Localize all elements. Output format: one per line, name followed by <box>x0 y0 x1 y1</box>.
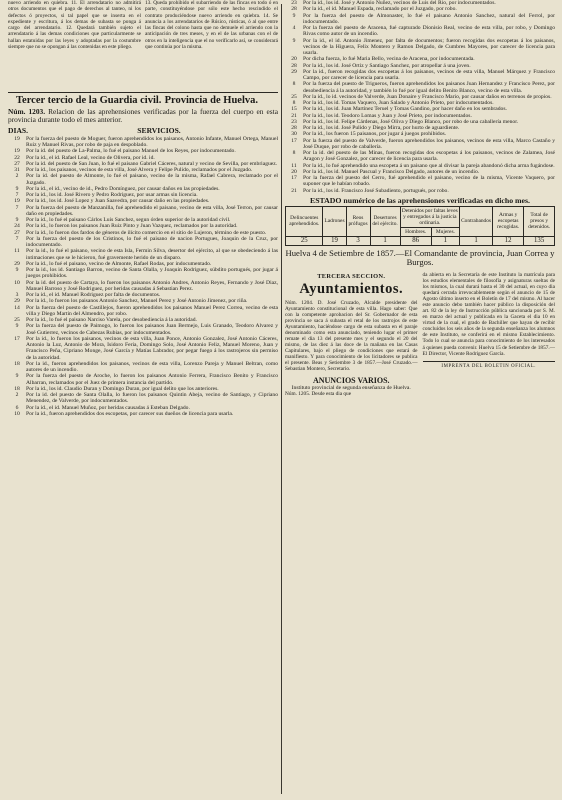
service-entry <box>8 323 278 336</box>
entry-text: Por la fuerza del puesto de Aroche, lo fueron los paisanos Antonio Ferrera, Francisco Benito y Francisco Albarran, reclamados por el Juez de primera instancia del partido. <box>26 373 278 386</box>
value-desertores: 1 <box>370 236 400 245</box>
value-contrabandos: 1 <box>460 236 493 245</box>
entry-text: Por la id., lo fueron los paisanos Antonio Sanchez, Manuel Perez y José Antonio Jimenez, por riña. <box>26 298 248 305</box>
entry-day: 25 <box>14 317 20 324</box>
entry-day: 28 <box>291 125 297 131</box>
estado-header-row <box>286 206 555 227</box>
entry-text: Por la id., los id. José Lopez y Juan Saavedra, por causar daño en las propiedades. <box>26 198 210 205</box>
entry-day: 23 <box>291 118 297 125</box>
entry-text: Por la id. del puesto de La-Palma, lo fué el paisano Manuel de los Reyes, por indocumentado. <box>26 148 236 155</box>
entry-text: Por la id., los id. José Rivero y Pedro Rodriguez, por usar armas sin licencia. <box>26 192 198 199</box>
entry-day: 31 <box>14 167 20 174</box>
left-column <box>8 0 278 800</box>
service-entry <box>8 373 278 386</box>
entry-text: Por la id., los id. Tomas Vaquero, Juan Salado y Antonio Prieto, por indocumentados. <box>303 100 494 106</box>
entry-text: Por la id., lo fueron dos fardos de géneros de ilícito comercio en el sitio de Lujeron, término de este puesto. <box>26 229 267 236</box>
entry-day: 6 <box>15 404 19 411</box>
entry-text: Por la fuerza del puesto de Almonaster, lo fué el paisano Antonio Sanchez, natural del Ferrol, por indocumentado. <box>303 12 555 25</box>
entry-day: 19 <box>14 135 20 142</box>
header-total: Total de presos y detenidos. <box>524 206 555 236</box>
entry-day: 8 <box>292 81 296 88</box>
entry-text: Por la fuerza del puesto de Paimogo, lo fueron los paisanos Juan Bermejo, Luis Granado, Teodoro Alvarez y José Gutierrez, vecinos de Cabezas Rubias, por indocumentados. <box>26 323 278 336</box>
entry-text: Por la id., el id. Rafael Leal, vecino de Olivera, por id. id. <box>26 154 155 161</box>
service-entry <box>285 13 555 26</box>
value-total: 135 <box>524 236 555 245</box>
conditions-block-a: nuevo arriendo en quiebra. 11. El arrendatario no admitirá otros documentos que el pago de derechos al tanteo, ni los defectos ó proyectos, si tal papel que se inserta en el expediente y escritura, á los demas de subasta se ponga á cargo del arrendatario. 12. Quedará también sujeto el arrendatario á las demas condiciones que particularmente se hallan estatuidas por las leyes y adoptadas por la costumbre siempre que no se opongan á las contenidas en este pliego. <box>8 0 141 51</box>
entry-day: 18 <box>14 360 20 367</box>
relacion-intro <box>8 108 278 125</box>
entry-text: Por la id., lo fué el paisano Cárlos Luis Sanchez, segun órden superior de la autoridad civil. <box>26 217 231 224</box>
entry-text: Por la id., los id. Felipe Cárdenas, José Oliva y Diego Blanco, por robo de una caballería menor. <box>303 118 519 125</box>
header-contrabandos: Contrabandos <box>460 206 493 236</box>
entry-text: Por la fuerza del puesto de Valverde, fueron aprehendidos los paisanos, vecinos de esta villa, Marco Castaño y José Duque, por robo de caballería. <box>303 137 555 150</box>
entry-day: 29 <box>14 260 20 267</box>
entry-text: Por la id., los id. Manuel Pascual y Francisco Delgado, autores de un incendio. <box>303 168 480 175</box>
value-delincuentes: 25 <box>286 236 323 245</box>
entry-day: 14 <box>14 304 20 311</box>
entry-text: Por la id., el id. Manuel Rodriguez por falta de documentos. <box>26 292 161 299</box>
entry-day: 9 <box>15 323 19 330</box>
service-entry <box>8 336 278 361</box>
service-entry <box>8 361 278 374</box>
service-entry <box>285 150 555 163</box>
estado-title: ESTADO numérico de las aprehensiones verificadas en dicho mes. <box>310 195 530 205</box>
entry-text: Por la id., lo fueron los paisanos, vecinos de esta villa, Juan Ponce, Antonio Gonzalez, José Antonio Cáceres, Antonio la Luz, Antonio de Mora, Isidoro Feria, Domingo Solo, José Antonio Feliz, Manuel Moreno, Juan y Francisco Peña, Cipriano Monge, José García y Matías Labrador, por pegar fuego á los rastrojeros sin permiso de la autoridad. <box>26 335 278 361</box>
service-entry <box>285 175 555 188</box>
ayuntamiento-notice: Núm. 1204. D. José Cruzado, Alcalde presidente del Ayuntamiento constitucional de esta villa. Hago saber: Que con la competente aprobacion del Sr. Gobernador de esta provincia se saca á subasta el retal de los rastrojos de este Ayuntamiento, haciéndose cargo de esta subasta en el paraje denominado como esta anunciado, teniendo lugar el primer remate el dia 13 del presente mes y el segundo el 20 del mismo, de las diez á las doce de la mañana en las Casas Capitulares, bajo el pliego de condiciones que estará de manifiesto. Y para conocimiento de los licitadores se publica el presente. Beas y Setiembre 3 de 1857.—José Cruzado.—Sebastian Montero, Secretario. <box>285 299 418 373</box>
relacion-number: Núm. 1203. <box>8 107 46 116</box>
instituto-notice: da abierta en la Secretaría de este Instituto la matrícula para los estudios elementales de filosofía y asignaturas sueltas de los mismos, la cual durará hasta el 30 del actual, en cuyo dia quedará cerrada irrevocablemente según el anuncio de 15 de Agosto último inserto en el Boletín de 17 del mismo. Al hacer este anuncio debo también hacer público la disposición del art. 82 de la ley de Instrucción pública sancionada por S. M. en marzo del actual y publicada en la Gaceta el dia 10 en virtud de la cual, el grado de Bachiller que hayan de recibir concluidos los seis años de la segunda enseñanza los alumnos de este Instituto, se conferirá en el mismo Establecimiento. Todo lo cual se anuncia para conocimiento de los interesados á quienes pueda convenir. Huelva 15 de Setiembre de 1857.—El Director, Vicente Rodriguez García. <box>422 271 555 357</box>
entry-text: Por la id., fueron aprehendidos dos escopetas, por carecer sus dueños de licencia para usarla. <box>26 410 234 417</box>
entry-day: 19 <box>14 148 20 155</box>
entry-day: 24 <box>14 223 20 230</box>
entry-day: 27 <box>14 229 20 236</box>
imprenta-footer: IMPRENTA DEL BOLETIN OFICIAL. <box>423 361 556 369</box>
entry-text: Por la id., lo fué aprehendido una escopeta á un paisano que al divisar la pareja abandonó dicha arma fugándose. <box>303 162 555 169</box>
entry-day: 10 <box>14 410 20 417</box>
value-hombres: 86 <box>400 236 431 245</box>
entry-day: 23 <box>291 0 297 6</box>
entry-text: Por la id., los id. Juan Martinez Teruel y Tomas Gandino, por hacer daño en los sembrados. <box>303 106 507 113</box>
entry-day: 17 <box>14 335 20 342</box>
entry-text: Por la id., lo fué el paisano, vecino de esta Isla, Fermin Silva, desertor del ejército, al que se obedeciendo á las intimaciones que se le hicieron, fué gravemente herido de un disparo. <box>26 248 278 261</box>
entry-day: 9 <box>15 267 19 274</box>
estado-values-row <box>286 236 555 245</box>
service-entry <box>8 392 278 405</box>
service-entry <box>8 280 278 293</box>
entry-text: Por la id. del puesto de Santa Olalla, lo fueron los paisanos Quintin Abeja, vecino de Santiago, y Cipriano Menendez, de Valverde, por indocumentados. <box>26 392 278 405</box>
header-mujeres: Mujeres. <box>431 227 459 236</box>
entry-text: Por la id., los id. José Ortiz y Santiago Sanchez, por atropellar á una joven. <box>303 62 471 69</box>
value-reos: 3 <box>346 236 370 245</box>
entry-text: Por la id., los id. Francisco José Subadiento, portugués, por robo. <box>303 187 449 194</box>
entry-day: 9 <box>292 12 296 19</box>
entry-day: 29 <box>291 68 297 75</box>
service-entry <box>8 136 278 149</box>
entry-text: Por la id., los fueron 15 paisanos, por jugar á juegos prohibidos. <box>303 131 447 138</box>
servicios-header: SERVICIOS. <box>137 125 181 135</box>
entry-text: Por la id., los id. Claudio Duran y Domingo Duran, por igual delito que los anteriores. <box>26 385 219 392</box>
service-entry <box>285 25 555 38</box>
entry-text: Por la id., los id. Teodoro Lomas y Juan y José Prieto, por indocumentados. <box>303 112 472 119</box>
entry-text: Por la fuerza del puesto de Manzanilla, fué aprehendido el paisano, vecino de esta villa, José Terron, por causar daño en propiedades. <box>26 204 278 217</box>
entry-day: 8 <box>292 100 296 106</box>
entry-day: 9 <box>15 185 19 192</box>
service-entry <box>8 173 278 186</box>
right-column <box>285 0 555 800</box>
entry-day: 15 <box>291 106 297 113</box>
entry-day: 8 <box>292 150 296 156</box>
anuncio-start: Núm. 1205. Desde esta dia que <box>285 390 352 397</box>
entry-day: 22 <box>14 154 20 161</box>
entry-day: 9 <box>15 373 19 380</box>
header-hombres: Hombres. <box>400 227 431 236</box>
header-armas: Armas y escopetas recogidas. <box>493 206 524 236</box>
entry-day: 3 <box>15 292 19 299</box>
services-list-left <box>8 136 278 417</box>
entry-day: 17 <box>291 137 297 144</box>
service-entry <box>285 38 555 57</box>
entry-day: 11 <box>14 248 20 255</box>
service-entry <box>8 305 278 318</box>
section-heading-right: Provincia de Huelva. <box>164 95 258 106</box>
entry-text: Por la id., el id. Manuel Muñoz, por heridas causadas á Esteban Delgado. <box>26 404 190 411</box>
column-headers <box>8 126 278 135</box>
instituto-subheading: Instituto provincial de segunda enseñanza de Huelva. <box>291 384 411 391</box>
column-divider <box>281 4 282 794</box>
relacion-text: Relacion de las aprehensiones verificadas por la fuerza del cuerpo en esta provincia durante todo el mes anterior. <box>8 107 278 125</box>
value-armas: 12 <box>493 236 524 245</box>
entry-text: Por la fuerza del puesto del Cerro, fué aprehendido el paisano, vecino de la misma, Vicente Vaquero, por suponer que le habían robado. <box>303 175 555 188</box>
entry-day: 30 <box>291 131 297 138</box>
entry-text: Por la fuerza del puesto de Moguer, fueron aprehendidos los paisanos, Antonio Infante, Manuel Ortega, Manuel Ruiz y Manuel Rivas, por robo de paja en despoblado. <box>26 135 278 149</box>
service-entry <box>8 205 278 218</box>
entry-day: 10 <box>14 279 20 286</box>
entry-text: Por la id. del puesto de las Minas, fueron recogidas dos escopetas á los paisanos, vecinos de Zalamea, José Aragon y José Gonzalez, por carecer de licencia para usarla. <box>303 150 555 163</box>
entry-text: Por la id., los id. José y Antonio Nuñez, vecinos de Luis del Rio, por indocumentados. <box>303 0 496 6</box>
service-entry <box>285 188 555 194</box>
entry-day: 28 <box>291 6 297 13</box>
header-delincuentes: Delincuentes aprehendidos. <box>286 206 323 236</box>
entry-day: 25 <box>291 93 297 100</box>
entry-day: 4 <box>292 25 296 31</box>
bottom-left <box>285 272 418 397</box>
entry-day: 19 <box>14 198 20 205</box>
entry-day: 2 <box>15 173 19 180</box>
entry-day: 29 <box>14 298 20 305</box>
header-desertores: Desertores del ejército. <box>370 206 400 236</box>
entry-day: 7 <box>15 192 19 199</box>
entry-day: 21 <box>291 187 297 194</box>
entry-day: 7 <box>15 235 19 242</box>
entry-text: Por la id., los id. José Pulido y Diego Mirra, por hurto de aguardiente. <box>303 125 460 131</box>
entry-text: Por la id. del puesto de San Juan, lo fué el paisano Gabriel Cáceres, natural y vecino de Sevilla, por embriaguez. <box>26 160 278 167</box>
header-detenidos: Detenidos por faltas leves y entregados á la justicia ordinaria. <box>401 207 458 226</box>
signature-line: Huelva 4 de Setiembre de 1857.—El Comandante de provincia, Juan Correa y Burgos. <box>285 247 555 268</box>
estado-table <box>285 206 555 246</box>
entry-text: Por la fuerza del puesto de Trigueros, fueron aprehendidos los paisanos Juan Hernandez y Francisco Perez, por desobediencia á la autoridad, y también lo fué por igual delito Benito Blanco, vecino de esta villa. <box>303 81 555 94</box>
entry-day: 17 <box>291 175 297 181</box>
bottom-right <box>423 272 556 397</box>
entry-text: Por la fuerza del puesto de Aracena, fué capturado Dionisio Real, vecino de esta villa, por robo, y Domingo Rivas como autor de un incendio. <box>303 25 555 38</box>
entry-text: Por la id. del puesto de Cartaya, lo fueron los paisanos Antonio Andres, Antonio Reyes, Fernando y José Diaz, Manuel Barroso y José Rodriguez, por heridas causadas á Sebastian Perez. <box>26 279 278 292</box>
service-entry <box>285 81 555 94</box>
entry-day: 28 <box>291 62 297 69</box>
anuncios-heading: ANUNCIOS VARIOS. <box>312 375 390 385</box>
bottom-section <box>285 272 555 397</box>
entry-day: 9 <box>15 217 19 224</box>
top-continuation <box>8 0 278 90</box>
service-entry <box>285 138 555 151</box>
entry-text: Por la id., el id. Manuel Espada, reclamado por el Juzgado, por robo. <box>303 6 457 13</box>
entry-text: Por la fuerza del puesto de Castillejos, fueron aprehendidos los paisanos Manuel Perez Correa, vecino de esta villa y Diego Martin del Almendro, por robo. <box>26 304 278 317</box>
entry-text: Por la id., el id. Antonio Jimenez, por falta de documentos; fueron recogidas dos escopetas á los paisanos, vecinos de la Higuera, Felix Montero y Ramon Delgado, de Cumbres Mayores, por carecer de licencia para usarla. <box>303 37 555 56</box>
entry-text: Por la id., fueron recogidas dos escopetas á los paisanos, vecinos de esta villa, Manuel Márquez y Francisco Campo, por carecer de licencia para usarla. <box>303 68 555 81</box>
entry-text: Por la id., los paisanos, vecinos de esta villa, José Alvera y Felipe Pulido, reclamados por el Juzgado. <box>26 167 253 174</box>
entry-day: 2 <box>15 392 19 399</box>
entry-day: 18 <box>14 385 20 392</box>
entry-day: 21 <box>291 112 297 119</box>
entry-text: Por la id., los id. Santiago Barron, vecino de Santa Olalla, y Joaquin Rodriguez, súbdito portugués, por jugar á juegos prohibidos. <box>26 267 278 280</box>
tercera-seccion-heading: TERCERA SECCION. <box>317 272 386 280</box>
entry-text: Por la id., lo fueron los paisanos Juan Ruiz Pinto y Juan Vazquez, reclamados por la autoridad. <box>26 223 238 230</box>
entry-day: 11 <box>291 162 297 169</box>
entry-day: 7 <box>15 204 19 211</box>
conditions-block-b: 13. Queda prohibido el subarriendo de las fincas en todo ó en parte, constituyéndose por sólo este hecho rescindido el contrato produciéndose nuevo arriendo en quiebra. 14. Se anuncia a los arrendatarios de Rúsico, rústicas, ó al que entre las fincas del colono hasta que no demuele el arriendo con la anticipación de tres meses, y en el de las urbanas con el de otros en la inteligencia que el no verificarlo así, se considerará que continúa por la misma. <box>145 0 278 51</box>
entry-text: Por la id., el id., vecino de id., Pedro Domínguez, por causar daños en las propiedades. <box>26 185 220 192</box>
entry-day: 9 <box>292 37 296 44</box>
value-ladrones: 19 <box>323 236 346 245</box>
services-list-right <box>285 0 555 194</box>
service-entry <box>8 411 278 417</box>
service-entry <box>8 267 278 280</box>
dias-header: DIAS. <box>8 125 29 135</box>
entry-day: 20 <box>291 168 297 175</box>
entry-text: Por la fuerza del puesto de los Cristinos, lo fué el paisano de nacion Portugues, Joaquin de la Cruz, por indocumentado. <box>26 235 278 249</box>
entry-text: Por dicha fuerza, lo fué Maria Bello, vecina de Aracena, por indocumentada. <box>303 56 475 63</box>
entry-text: Por la id., lo fué el paisano Narciso Varela, por desobediencia á la autoridad. <box>26 317 197 324</box>
entry-text: Por la id., lo fué el paisano, vecino de Almonte, Rafael Rodas, por indocumentado. <box>26 260 212 267</box>
section-heading-left: Tercer tercio de la Guardia civil. <box>16 95 162 106</box>
service-entry <box>8 248 278 261</box>
section-heading <box>8 92 278 106</box>
service-entry <box>285 69 555 82</box>
entry-day: 27 <box>14 160 20 167</box>
service-entry <box>8 236 278 249</box>
entry-text: Por la id. del puesto de Almonte, lo fué el paisano, vecino de la misma, Rafael Cabrera, reclamado por el Juzgado. <box>26 173 278 186</box>
ayuntamientos-heading: Ayuntamientos. <box>299 280 404 297</box>
entry-text: Por la id., fueron aprehendidos los paisanos, vecinos de esta villa, Lorenzo Pareja y Manuel Beltran, como autores de un incendio. <box>26 360 278 374</box>
value-mujeres: 1 <box>431 236 459 245</box>
header-reos: Reos prófugos <box>346 206 370 236</box>
entry-text: Por la id., lo id. vecinos de Valverde, Juan Donaire y Francisco Mario, por causar daños en terrenos de propios. <box>303 93 552 100</box>
entry-day: 20 <box>291 56 297 63</box>
header-ladrones: Ladrones <box>323 206 346 236</box>
